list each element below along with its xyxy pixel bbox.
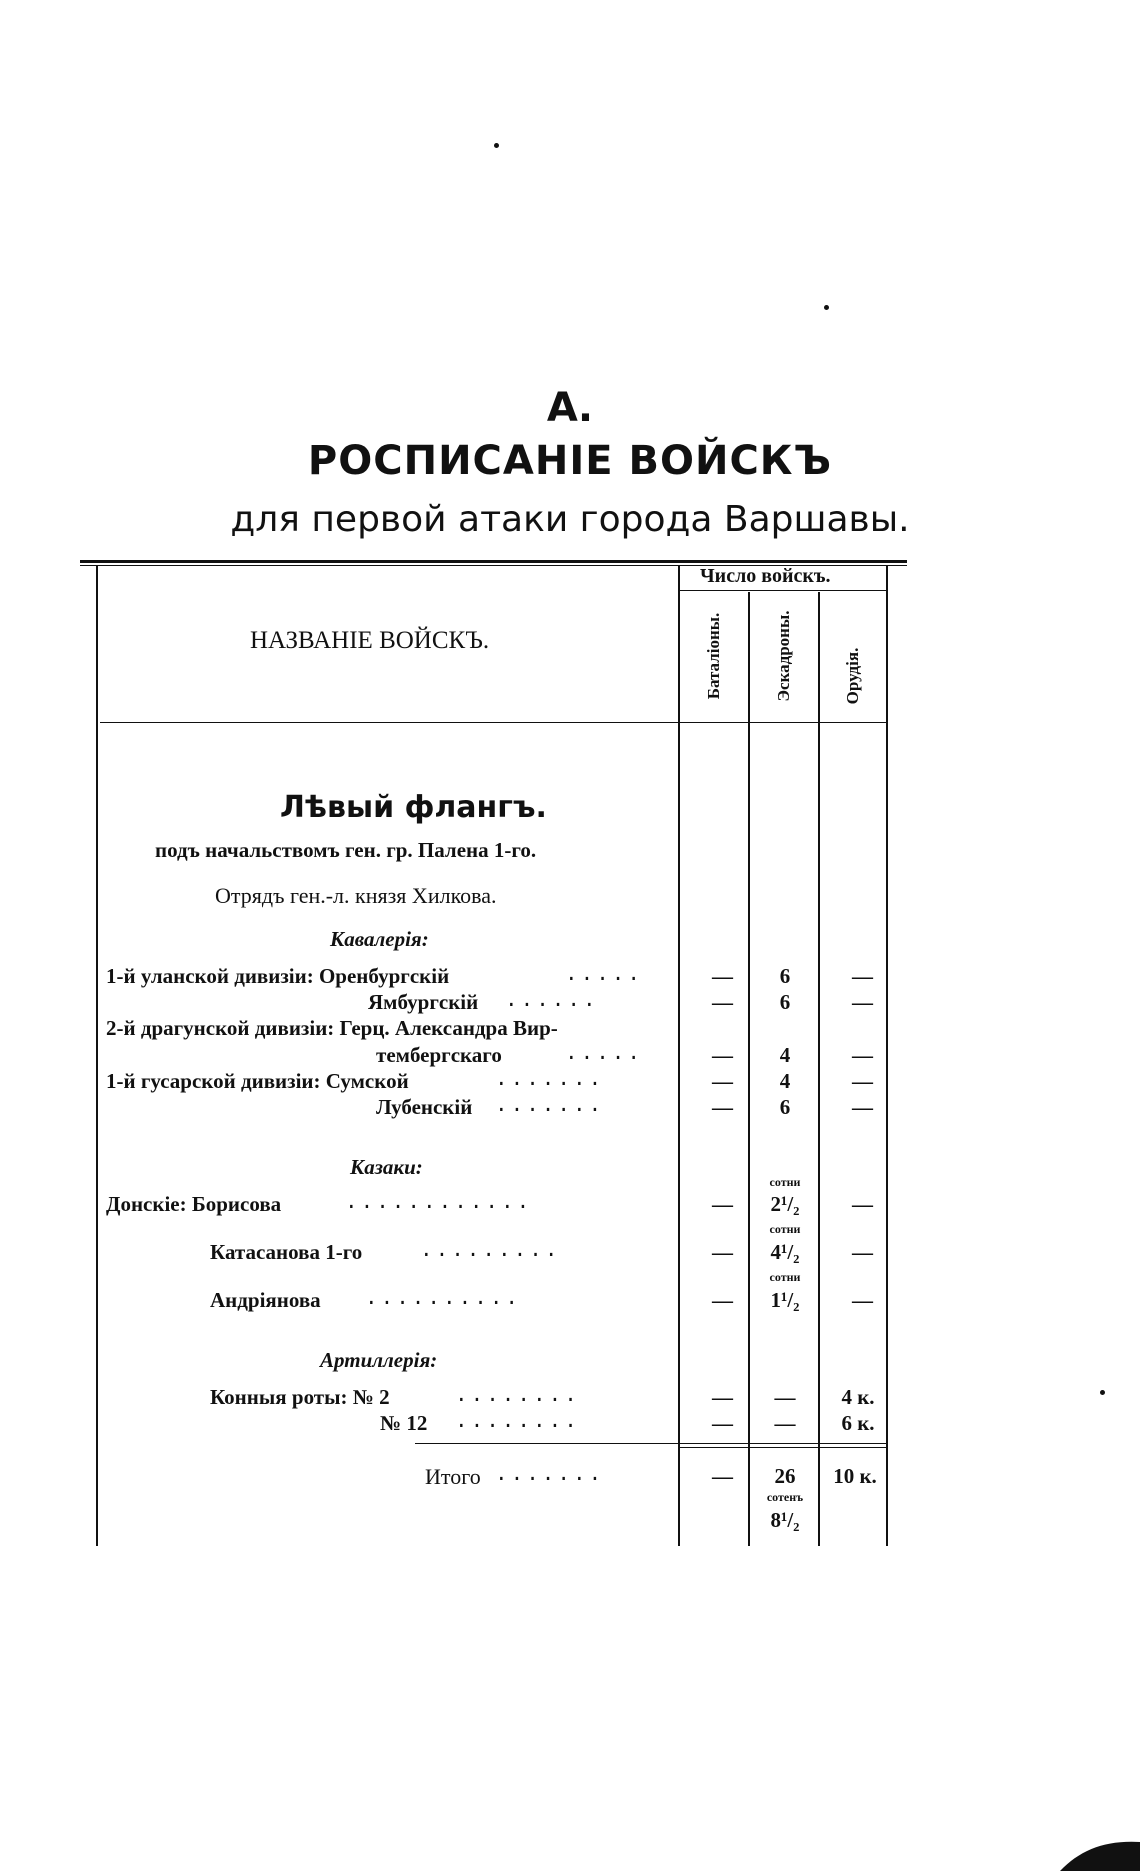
section-title: Лѣвый флангъ. xyxy=(280,790,547,825)
cavalry-heading: Кавалерія: xyxy=(330,927,429,951)
column-header-battalions: Баталіоны. xyxy=(704,612,723,700)
row-label: тембергскаго xyxy=(376,1043,502,1067)
row-label: Катасанова 1-го xyxy=(210,1240,363,1264)
leader-dots: ....... xyxy=(495,1464,605,1487)
appendix-letter: А. xyxy=(546,385,594,431)
total-rule-2 xyxy=(680,1447,888,1448)
leader-dots: .......... xyxy=(365,1288,522,1311)
leader-dots: ............ xyxy=(345,1192,533,1215)
cell-battalions: — xyxy=(712,1192,733,1216)
leader-dots: ..... xyxy=(565,964,644,987)
cell-squadrons: 6 xyxy=(779,990,791,1014)
cell-squadrons: — xyxy=(774,1385,796,1409)
total-battalions: — xyxy=(712,1464,733,1488)
cell-squadrons: 4¹/₂ xyxy=(770,1240,800,1264)
cossacks-heading: Казаки: xyxy=(350,1155,423,1179)
cell-unit-label: сотни xyxy=(769,1175,801,1189)
row-label: 1-й гусарской дивизіи: Сумской xyxy=(106,1069,409,1093)
cell-battalions: — xyxy=(712,1385,733,1409)
cell-battalions: — xyxy=(712,990,733,1014)
column-header-squadrons: Эскадроны. xyxy=(774,610,793,702)
total-rule xyxy=(415,1443,888,1444)
cell-guns: — xyxy=(852,964,873,988)
cell-squadrons: 4 xyxy=(779,1043,791,1067)
leader-dots: ........ xyxy=(455,1385,580,1408)
cell-battalions: — xyxy=(712,1411,733,1435)
row-label: Ямбургскій xyxy=(368,990,479,1014)
total-squadrons: 26 xyxy=(774,1464,796,1488)
cell-squadrons: 1¹/₂ xyxy=(770,1288,800,1312)
row-label: 2-й драгунской дивизіи: Герц. Александра Вир- xyxy=(106,1016,558,1040)
leader-dots: ..... xyxy=(565,1043,644,1066)
row-label: Андріянова xyxy=(210,1288,321,1312)
print-speck xyxy=(494,143,499,148)
leader-dots: ...... xyxy=(505,990,599,1013)
page-subtitle: для первой атаки города Варшавы. xyxy=(230,499,910,540)
col-divider xyxy=(748,592,750,1546)
column-header-name: НАЗВАНІЕ ВОЙСКЪ. xyxy=(250,627,490,654)
cell-guns: — xyxy=(852,1288,873,1312)
cell-guns: 6 к. xyxy=(841,1411,875,1435)
cell-guns: — xyxy=(852,1043,873,1067)
cell-squadrons: 6 xyxy=(779,964,791,988)
cell-guns: — xyxy=(852,1069,873,1093)
cell-guns: — xyxy=(852,1192,873,1216)
total-guns: 10 к. xyxy=(833,1464,877,1488)
leader-dots: ........ xyxy=(455,1411,580,1434)
cell-squadrons: 2¹/₂ xyxy=(770,1192,800,1216)
artillery-heading: Артиллерія: xyxy=(320,1348,438,1372)
cell-battalions: — xyxy=(712,1240,733,1264)
cell-battalions: — xyxy=(712,1043,733,1067)
cell-unit-label: сотни xyxy=(769,1222,801,1236)
cell-battalions: — xyxy=(712,964,733,988)
page-title: РОСПИСАНІЕ ВОЙСКЪ xyxy=(307,438,833,484)
row-label: № 12 xyxy=(380,1411,428,1435)
section-command: подъ начальствомъ ген. гр. Палена 1-го. xyxy=(155,838,537,862)
print-speck xyxy=(824,305,829,310)
table-top-rule xyxy=(80,560,907,563)
leader-dots: ......... xyxy=(420,1240,561,1263)
row-label: 1-й уланской дивизіи: Оренбургскій xyxy=(106,964,450,988)
cell-squadrons: — xyxy=(774,1411,796,1435)
cell-battalions: — xyxy=(712,1288,733,1312)
col-divider xyxy=(818,592,820,1546)
print-speck xyxy=(1100,1390,1105,1395)
header-bottom-rule xyxy=(100,722,887,723)
column-header-guns: Орудія. xyxy=(843,647,862,705)
cell-guns: 4 к. xyxy=(841,1385,875,1409)
row-label: Конныя роты: № 2 xyxy=(210,1385,390,1409)
cell-guns: — xyxy=(852,1095,873,1119)
row-label: Лубенскій xyxy=(376,1095,473,1119)
cell-squadrons: 6 xyxy=(779,1095,791,1119)
corner-ornament-icon xyxy=(1060,1830,1140,1871)
cell-battalions: — xyxy=(712,1069,733,1093)
total-sotnias: 8¹/₂ xyxy=(770,1508,800,1532)
total-unit-label: сотенъ xyxy=(766,1490,804,1504)
cell-squadrons: 4 xyxy=(779,1069,791,1093)
cell-guns: — xyxy=(852,990,873,1014)
section-detachment: Отрядъ ген.-л. князя Хилкова. xyxy=(215,883,497,908)
cell-battalions: — xyxy=(712,1095,733,1119)
left-border xyxy=(96,566,98,1546)
leader-dots: ....... xyxy=(495,1069,605,1092)
total-label: Итого xyxy=(425,1464,481,1489)
group-header-rule xyxy=(680,590,887,591)
cell-guns: — xyxy=(852,1240,873,1264)
leader-dots: ....... xyxy=(495,1095,605,1118)
row-label: Донскіе: Борисова xyxy=(106,1192,282,1216)
col-divider xyxy=(678,566,680,1546)
cell-unit-label: сотни xyxy=(769,1270,801,1284)
column-group-header: Число войскъ. xyxy=(700,565,831,587)
